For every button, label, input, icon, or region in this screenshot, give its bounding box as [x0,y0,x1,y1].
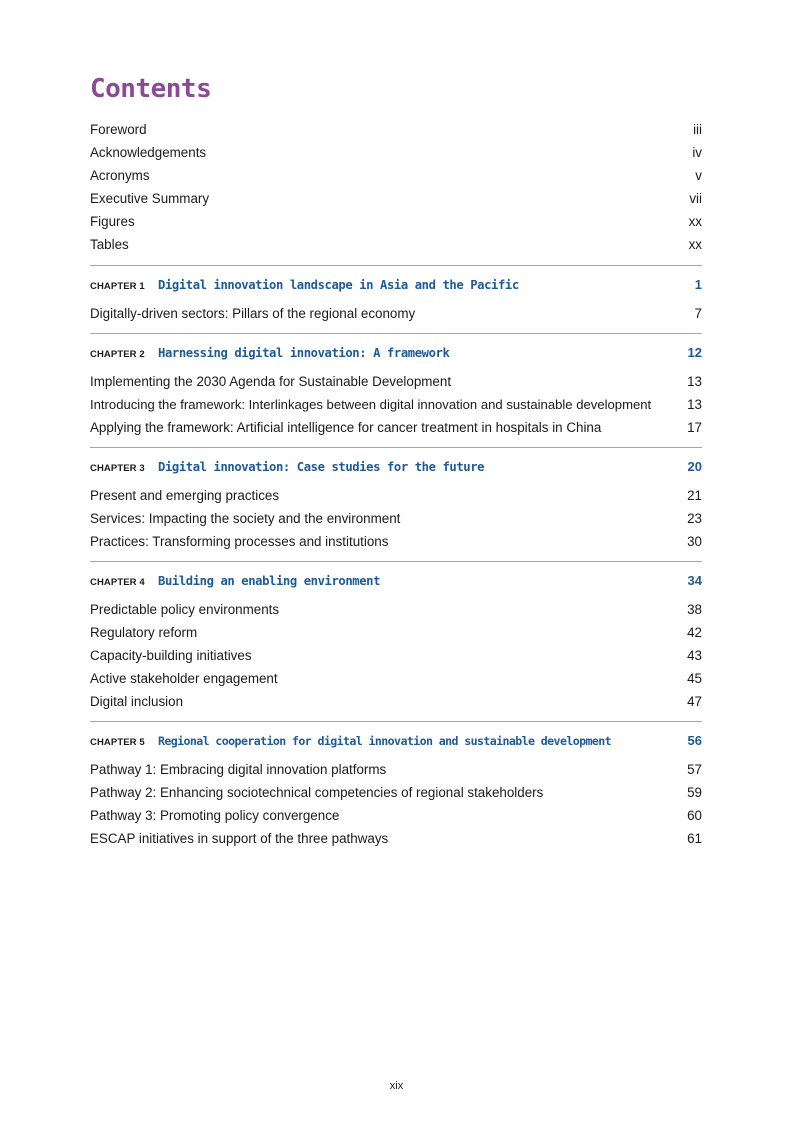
toc-entry-label: Introducing the framework: Interlinkages between digital innovation and sustainable development [90,397,652,412]
toc-entry-page: 45 [687,671,702,686]
toc-entry-figures[interactable] [90,210,702,233]
chapter-4-section [90,569,702,713]
toc-entry[interactable] [90,416,702,439]
toc-entry-label: Acronyms [90,168,150,183]
chapter-5-heading[interactable] [90,729,702,753]
toc-entry-acronyms[interactable] [90,164,702,187]
toc-entry-page: 43 [687,648,702,663]
toc-entry[interactable] [90,781,702,804]
chapter-5-section [90,729,702,850]
toc-entry-label: Practices: Transforming processes and institutions [90,534,389,549]
toc-entry-page: 61 [687,831,702,846]
toc-entry-page: 21 [687,488,702,503]
toc-entry-label: Foreword [90,122,147,137]
toc-entry[interactable] [90,530,702,553]
toc-entry-page: 7 [694,306,702,321]
page-number-footer: xix [389,1080,404,1092]
toc-entry-page: 38 [687,602,702,617]
toc-entry-page: 42 [687,625,702,640]
toc-entry[interactable] [90,827,702,850]
front-matter-list [90,118,702,256]
toc-entry[interactable] [90,667,702,690]
toc-entry-label: Digitally-driven sectors: Pillars of the regional economy [90,306,416,321]
toc-entry[interactable] [90,598,702,621]
toc-entry[interactable] [90,393,702,416]
toc-entry[interactable] [90,484,702,507]
toc-entry-label: Predictable policy environments [90,602,280,617]
chapter-2-heading[interactable] [90,341,702,365]
toc-entry-page: xx [688,237,702,252]
toc-entry[interactable] [90,370,702,393]
toc-entry-acknowledgements[interactable] [90,141,702,164]
toc-entry[interactable] [90,644,702,667]
chapter-page: 12 [687,345,702,360]
chapter-3-section [90,455,702,553]
toc-entry-page: iv [692,145,702,160]
chapter-page: 1 [694,277,702,292]
chapter-title: Regional cooperation for digital innovation and sustainable development [158,734,611,748]
chapter-title: Digital innovation: Case studies for the future [158,460,485,474]
toc-entry-label: Digital inclusion [90,694,184,709]
section-divider [90,447,702,448]
toc-entry-page: xx [688,214,702,229]
chapter-title: Digital innovation landscape in Asia and the Pacific [158,278,519,292]
toc-entry[interactable] [90,804,702,827]
chapter-3-heading[interactable] [90,455,702,479]
toc-entry-label: Pathway 3: Promoting policy convergence [90,808,340,823]
toc-entry-label: Services: Impacting the society and the environment [90,511,401,526]
section-divider [90,265,702,266]
section-divider [90,721,702,722]
chapter-4-heading[interactable] [90,569,702,593]
toc-entry-tables[interactable] [90,233,702,256]
toc-entry-label: Tables [90,237,129,252]
toc-entry-label: Capacity-building initiatives [90,648,252,663]
toc-entry-label: Pathway 2: Enhancing sociotechnical competencies of regional stakeholders [90,785,544,800]
toc-entry-page: 30 [687,534,702,549]
toc-entry-label: Executive Summary [90,191,210,206]
toc-entry-page: 17 [687,420,702,435]
toc-entry-page: 13 [687,397,702,412]
toc-entry-page: 13 [687,374,702,389]
toc-entry-page: 57 [687,762,702,777]
toc-entry-page: 59 [687,785,702,800]
contents-page [90,72,702,858]
toc-entry-label: Figures [90,214,135,229]
toc-entry-foreword[interactable] [90,118,702,141]
chapter-label: CHAPTER 5 [90,737,145,748]
toc-entry[interactable] [90,507,702,530]
toc-entry-page: v [695,168,702,183]
toc-entry-label: ESCAP initiatives in support of the three pathways [90,831,389,846]
toc-entry[interactable] [90,621,702,644]
page-title: Contents [90,74,212,104]
chapter-2-section [90,341,702,439]
chapter-label: CHAPTER 4 [90,577,145,588]
section-divider [90,333,702,334]
toc-entry-label: Regulatory reform [90,625,198,640]
toc-entry-executive-summary[interactable] [90,187,702,210]
toc-entry-label: Active stakeholder engagement [90,671,278,686]
toc-entry-page: 47 [687,694,702,709]
chapter-title: Building an enabling environment [158,574,380,588]
toc-entry-page: iii [693,122,702,137]
section-divider [90,561,702,562]
toc-entry-page: 60 [687,808,702,823]
chapter-1-section [90,273,702,325]
toc-entry-label: Applying the framework: Artificial intelligence for cancer treatment in hospitals in China [90,420,602,435]
toc-entry-label: Implementing the 2030 Agenda for Sustainable Development [90,374,452,389]
toc-entry[interactable] [90,302,702,325]
chapter-title: Harnessing digital innovation: A framework [158,346,450,360]
chapter-1-heading[interactable] [90,273,702,297]
toc-entry[interactable] [90,690,702,713]
toc-entry-label: Acknowledgements [90,145,207,160]
toc-entry[interactable] [90,758,702,781]
chapter-page: 34 [687,573,702,588]
chapter-label: CHAPTER 1 [90,281,145,292]
toc-entry-label: Pathway 1: Embracing digital innovation platforms [90,762,387,777]
chapter-label: CHAPTER 2 [90,349,145,360]
chapter-label: CHAPTER 3 [90,463,145,474]
toc-entry-page: 23 [687,511,702,526]
chapter-page: 20 [687,459,702,474]
toc-entry-page: vii [689,191,702,206]
chapter-page: 56 [687,733,702,748]
toc-entry-label: Present and emerging practices [90,488,280,503]
